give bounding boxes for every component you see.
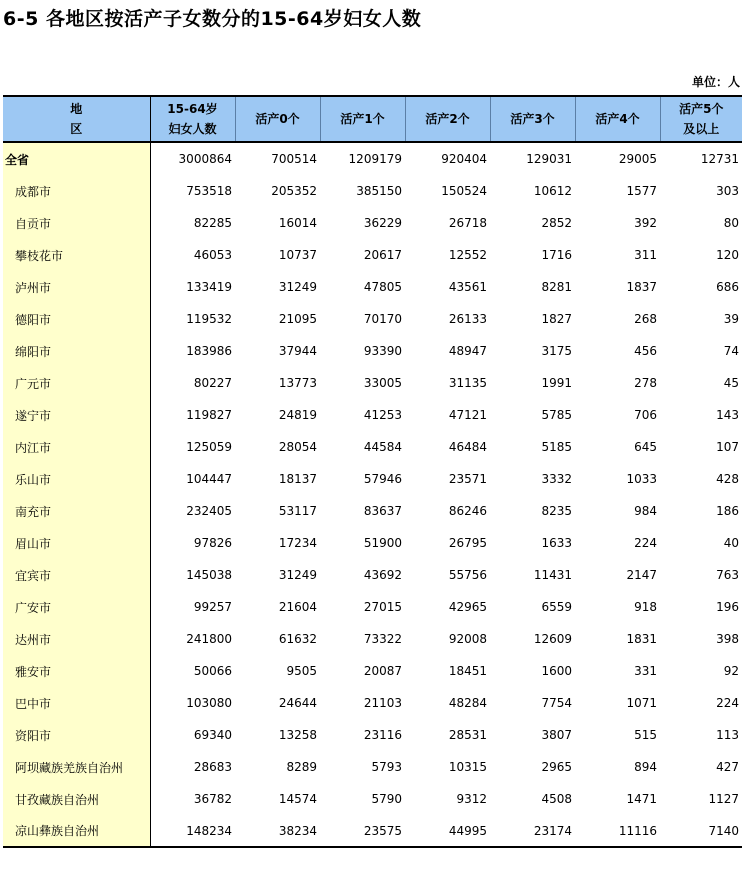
- value-cell: 73322: [363, 632, 402, 646]
- table-header: [3, 96, 742, 142]
- table-row: [3, 559, 742, 591]
- value-cell: 456: [634, 344, 657, 358]
- value-cell: 1827: [541, 312, 572, 326]
- value-cell: 12731: [700, 152, 739, 166]
- value-cell: 1716: [541, 248, 572, 262]
- value-cell: 1209179: [348, 152, 402, 166]
- value-cell: 37944: [278, 344, 317, 358]
- value-cell: 2965: [541, 760, 572, 774]
- value-cell: 1831: [626, 632, 657, 646]
- value-cell: 103080: [186, 696, 232, 710]
- region-cell: 南充市: [3, 495, 150, 527]
- table-row: [3, 527, 742, 559]
- value-cell: 427: [716, 760, 739, 774]
- value-cell: 14574: [278, 792, 317, 806]
- value-cell: 1071: [626, 696, 657, 710]
- value-cell: 38234: [235, 815, 320, 847]
- region-cell: 全省: [3, 142, 150, 175]
- value-cell: 74: [723, 344, 739, 358]
- value-cell: 21604: [278, 600, 317, 614]
- value-cell: 2852: [541, 216, 572, 230]
- value-cell: 40: [723, 536, 739, 550]
- value-cell: 57946: [363, 472, 402, 486]
- value-cell: 70170: [363, 312, 402, 326]
- value-cell: 150524: [441, 184, 487, 198]
- value-cell: 120: [716, 248, 739, 262]
- value-cell: 12609: [533, 632, 572, 646]
- value-cell: 33005: [363, 376, 402, 390]
- value-cell: 186: [716, 504, 739, 518]
- value-cell: 107: [716, 440, 739, 454]
- value-cell: 55756: [448, 568, 487, 582]
- value-cell: 4508: [541, 792, 572, 806]
- value-cell: 9312: [456, 792, 487, 806]
- value-cell: 83637: [363, 504, 402, 518]
- table-body: [3, 142, 742, 847]
- column-header-1: 15-64岁 妇女人数: [150, 96, 235, 142]
- value-cell: 80227: [193, 376, 232, 390]
- value-cell: 6559: [541, 600, 572, 614]
- value-cell: 5790: [371, 792, 402, 806]
- value-cell: 398: [716, 632, 739, 646]
- value-cell: 8235: [541, 504, 572, 518]
- table-row: [3, 623, 742, 655]
- value-cell: 42965: [448, 600, 487, 614]
- column-header-2: 活产0个: [235, 96, 320, 142]
- region-cell: 达州市: [3, 623, 150, 655]
- value-cell: 9505: [286, 664, 317, 678]
- region-cell: 泸州市: [3, 271, 150, 303]
- value-cell: 26718: [448, 216, 487, 230]
- value-cell: 46484: [448, 440, 487, 454]
- region-cell: 德阳市: [3, 303, 150, 335]
- value-cell: 31249: [278, 280, 317, 294]
- value-cell: 224: [634, 536, 657, 550]
- value-cell: 17234: [278, 536, 317, 550]
- value-cell: 148234: [150, 815, 235, 847]
- region-cell: 成都市: [3, 175, 150, 207]
- value-cell: 47121: [448, 408, 487, 422]
- value-cell: 26133: [448, 312, 487, 326]
- value-cell: 428: [716, 472, 739, 486]
- value-cell: 41253: [363, 408, 402, 422]
- value-cell: 5793: [371, 760, 402, 774]
- table-row: [3, 655, 742, 687]
- value-cell: 1471: [626, 792, 657, 806]
- value-cell: 11116: [575, 815, 660, 847]
- table-row: [3, 591, 742, 623]
- table-row: [3, 815, 742, 847]
- value-cell: 984: [634, 504, 657, 518]
- table-row: [3, 463, 742, 495]
- value-cell: 7140: [660, 815, 742, 847]
- value-cell: 278: [634, 376, 657, 390]
- value-cell: 205352: [271, 184, 317, 198]
- column-header-3: 活产1个: [320, 96, 405, 142]
- region-cell: 宜宾市: [3, 559, 150, 591]
- value-cell: 143: [716, 408, 739, 422]
- table-row: [3, 783, 742, 815]
- value-cell: 82285: [193, 216, 232, 230]
- value-cell: 8289: [286, 760, 317, 774]
- table-row: [3, 271, 742, 303]
- table-row: [3, 751, 742, 783]
- value-cell: 28683: [193, 760, 232, 774]
- region-cell: 绵阳市: [3, 335, 150, 367]
- value-cell: 7754: [541, 696, 572, 710]
- value-cell: 8281: [541, 280, 572, 294]
- value-cell: 1033: [626, 472, 657, 486]
- value-cell: 2147: [626, 568, 657, 582]
- value-cell: 92: [723, 664, 739, 678]
- value-cell: 385150: [356, 184, 402, 198]
- value-cell: 1837: [626, 280, 657, 294]
- region-cell: 雅安市: [3, 655, 150, 687]
- value-cell: 20617: [363, 248, 402, 262]
- table-row: [3, 687, 742, 719]
- value-cell: 224: [716, 696, 739, 710]
- column-header-7: 活产5个 及以上: [660, 96, 742, 142]
- value-cell: 13773: [278, 376, 317, 390]
- value-cell: 5785: [541, 408, 572, 422]
- region-cell: 内江市: [3, 431, 150, 463]
- value-cell: 28054: [278, 440, 317, 454]
- page-title: 6-5 各地区按活产子女数分的15-64岁妇女人数: [3, 8, 422, 30]
- column-header-region: 地 区: [3, 96, 150, 142]
- value-cell: 23116: [363, 728, 402, 742]
- value-cell: 119532: [186, 312, 232, 326]
- value-cell: 119827: [186, 408, 232, 422]
- value-cell: 21095: [278, 312, 317, 326]
- unit-label: 单位：人: [691, 75, 740, 89]
- value-cell: 99257: [193, 600, 232, 614]
- value-cell: 46053: [193, 248, 232, 262]
- value-cell: 44584: [363, 440, 402, 454]
- value-cell: 51900: [363, 536, 402, 550]
- region-cell: 甘孜藏族自治州: [3, 783, 150, 815]
- table-row-total: [3, 142, 742, 175]
- value-cell: 18451: [448, 664, 487, 678]
- region-cell: 眉山市: [3, 527, 150, 559]
- region-cell: 攀枝花市: [3, 239, 150, 271]
- value-cell: 392: [634, 216, 657, 230]
- value-cell: 700514: [271, 152, 317, 166]
- value-cell: 39: [723, 312, 739, 326]
- value-cell: 183986: [186, 344, 232, 358]
- region-cell: 广安市: [3, 591, 150, 623]
- value-cell: 125059: [186, 440, 232, 454]
- value-cell: 18137: [278, 472, 317, 486]
- value-cell: 145038: [186, 568, 232, 582]
- value-cell: 129031: [526, 152, 572, 166]
- value-cell: 48284: [448, 696, 487, 710]
- region-cell: 乐山市: [3, 463, 150, 495]
- data-table: [3, 95, 742, 848]
- table-row: [3, 719, 742, 751]
- value-cell: 36229: [363, 216, 402, 230]
- region-cell: 遂宁市: [3, 399, 150, 431]
- column-header-4: 活产2个: [405, 96, 490, 142]
- value-cell: 3332: [541, 472, 572, 486]
- value-cell: 3000864: [178, 152, 232, 166]
- value-cell: 97826: [193, 536, 232, 550]
- value-cell: 1991: [541, 376, 572, 390]
- value-cell: 10612: [533, 184, 572, 198]
- value-cell: 24819: [278, 408, 317, 422]
- table-row: [3, 335, 742, 367]
- table-row: [3, 239, 742, 271]
- value-cell: 13258: [278, 728, 317, 742]
- value-cell: 763: [716, 568, 739, 582]
- value-cell: 232405: [186, 504, 232, 518]
- value-cell: 1577: [626, 184, 657, 198]
- value-cell: 80: [723, 216, 739, 230]
- column-header-5: 活产3个: [490, 96, 575, 142]
- value-cell: 23575: [320, 815, 405, 847]
- table-row: [3, 303, 742, 335]
- value-cell: 23571: [448, 472, 487, 486]
- value-cell: 43692: [363, 568, 402, 582]
- value-cell: 53117: [278, 504, 317, 518]
- value-cell: 10315: [448, 760, 487, 774]
- region-cell: 凉山彝族自治州: [3, 815, 150, 847]
- region-cell: 阿坝藏族羌族自治州: [3, 751, 150, 783]
- value-cell: 113: [716, 728, 739, 742]
- table-row: [3, 495, 742, 527]
- value-cell: 3807: [541, 728, 572, 742]
- value-cell: 92008: [448, 632, 487, 646]
- value-cell: 311: [634, 248, 657, 262]
- region-cell: 广元市: [3, 367, 150, 399]
- value-cell: 69340: [193, 728, 232, 742]
- value-cell: 28531: [448, 728, 487, 742]
- value-cell: 45: [723, 376, 739, 390]
- value-cell: 196: [716, 600, 739, 614]
- value-cell: 706: [634, 408, 657, 422]
- table-row: [3, 207, 742, 239]
- value-cell: 43561: [448, 280, 487, 294]
- value-cell: 1127: [708, 792, 739, 806]
- value-cell: 686: [716, 280, 739, 294]
- value-cell: 920404: [441, 152, 487, 166]
- table-row: [3, 367, 742, 399]
- value-cell: 29005: [618, 152, 657, 166]
- value-cell: 21103: [363, 696, 402, 710]
- value-cell: 11431: [533, 568, 572, 582]
- value-cell: 26795: [448, 536, 487, 550]
- value-cell: 86246: [448, 504, 487, 518]
- value-cell: 50066: [193, 664, 232, 678]
- value-cell: 20087: [363, 664, 402, 678]
- value-cell: 5185: [541, 440, 572, 454]
- region-cell: 资阳市: [3, 719, 150, 751]
- region-cell: 自贡市: [3, 207, 150, 239]
- value-cell: 331: [634, 664, 657, 678]
- value-cell: 268: [634, 312, 657, 326]
- table-row: [3, 431, 742, 463]
- value-cell: 104447: [186, 472, 232, 486]
- value-cell: 303: [716, 184, 739, 198]
- value-cell: 16014: [278, 216, 317, 230]
- value-cell: 93390: [363, 344, 402, 358]
- value-cell: 241800: [186, 632, 232, 646]
- value-cell: 24644: [278, 696, 317, 710]
- value-cell: 918: [634, 600, 657, 614]
- value-cell: 645: [634, 440, 657, 454]
- value-cell: 36782: [193, 792, 232, 806]
- value-cell: 133419: [186, 280, 232, 294]
- value-cell: 27015: [363, 600, 402, 614]
- value-cell: 894: [634, 760, 657, 774]
- value-cell: 753518: [186, 184, 232, 198]
- table-row: [3, 399, 742, 431]
- value-cell: 31135: [448, 376, 487, 390]
- value-cell: 12552: [448, 248, 487, 262]
- header-row: [3, 96, 742, 142]
- value-cell: 1600: [541, 664, 572, 678]
- value-cell: 48947: [448, 344, 487, 358]
- value-cell: 31249: [278, 568, 317, 582]
- value-cell: 23174: [490, 815, 575, 847]
- value-cell: 47805: [363, 280, 402, 294]
- value-cell: 515: [634, 728, 657, 742]
- value-cell: 3175: [541, 344, 572, 358]
- value-cell: 61632: [278, 632, 317, 646]
- value-cell: 44995: [405, 815, 490, 847]
- column-header-6: 活产4个: [575, 96, 660, 142]
- value-cell: 1633: [541, 536, 572, 550]
- value-cell: 10737: [278, 248, 317, 262]
- table-row: [3, 175, 742, 207]
- region-cell: 巴中市: [3, 687, 150, 719]
